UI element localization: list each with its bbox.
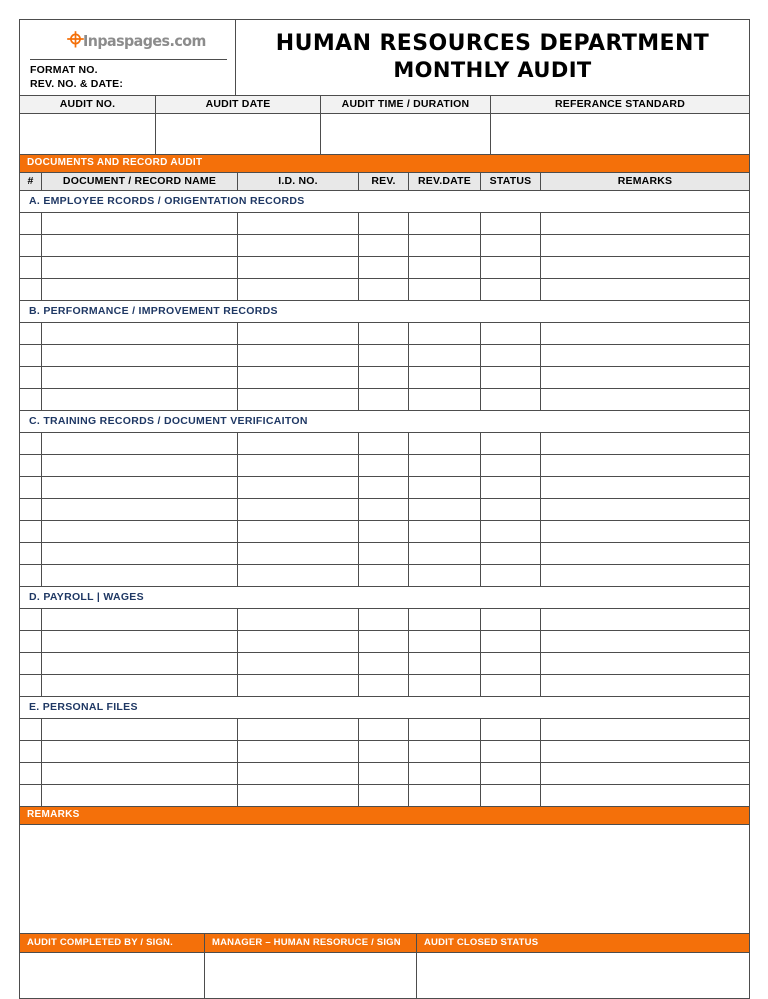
- table-cell-status[interactable]: [481, 213, 541, 234]
- table-cell-i-d-no[interactable]: [238, 433, 359, 454]
- footer-value-row: [20, 953, 749, 998]
- table-cell-[interactable]: [20, 455, 42, 476]
- table-cell-status[interactable]: [481, 279, 541, 300]
- table-cell-status[interactable]: [481, 323, 541, 344]
- table-cell-rev[interactable]: [359, 631, 409, 652]
- table-cell-document-record-name[interactable]: [42, 763, 238, 784]
- manager-hr-sign-header: MANAGER – HUMAN RESORUCE / SIGN: [205, 934, 417, 952]
- table-cell-remarks[interactable]: [541, 675, 749, 696]
- table-cell-status[interactable]: [481, 565, 541, 586]
- table-cell-i-d-no[interactable]: [238, 477, 359, 498]
- section-label: A. EMPLOYEE RCORDS / ORIGENTATION RECORDS: [20, 191, 749, 213]
- table-cell-document-record-name[interactable]: [42, 543, 238, 564]
- table-row: [20, 785, 749, 807]
- table-cell-remarks[interactable]: [541, 521, 749, 542]
- table-cell-status[interactable]: [481, 763, 541, 784]
- table-cell-status[interactable]: [481, 521, 541, 542]
- table-cell-status[interactable]: [481, 785, 541, 806]
- table-cell-[interactable]: [20, 609, 42, 630]
- table-row: [20, 499, 749, 521]
- table-cell-rev-date[interactable]: [409, 785, 481, 806]
- table-cell-rev[interactable]: [359, 653, 409, 674]
- table-cell-rev[interactable]: [359, 675, 409, 696]
- table-cell-remarks[interactable]: [541, 367, 749, 388]
- table-cell-status[interactable]: [481, 433, 541, 454]
- table-cell-rev-date[interactable]: [409, 235, 481, 256]
- col-header-number: #: [20, 173, 42, 190]
- table-row: [20, 543, 749, 565]
- table-row: [20, 631, 749, 653]
- table-cell-i-d-no[interactable]: [238, 653, 359, 674]
- table-row: [20, 257, 749, 279]
- table-cell-[interactable]: [20, 433, 42, 454]
- table-cell-[interactable]: [20, 345, 42, 366]
- table-cell-rev-date[interactable]: [409, 279, 481, 300]
- footer-header-row: [20, 934, 749, 953]
- table-cell-remarks[interactable]: [541, 631, 749, 652]
- table-cell-rev-date[interactable]: [409, 565, 481, 586]
- table-cell-[interactable]: [20, 543, 42, 564]
- table-cell-status[interactable]: [481, 257, 541, 278]
- table-cell-status[interactable]: [481, 345, 541, 366]
- table-cell-i-d-no[interactable]: [238, 213, 359, 234]
- table-cell-document-record-name[interactable]: [42, 213, 238, 234]
- audit-no-field[interactable]: [20, 114, 156, 154]
- table-cell-rev[interactable]: [359, 477, 409, 498]
- table-cell-document-record-name[interactable]: [42, 455, 238, 476]
- table-cell-document-record-name[interactable]: [42, 433, 238, 454]
- table-row: [20, 279, 749, 301]
- table-cell-status[interactable]: [481, 719, 541, 740]
- table-cell-document-record-name[interactable]: [42, 565, 238, 586]
- table-cell-remarks[interactable]: [541, 653, 749, 674]
- form-title-block: [20, 20, 749, 96]
- table-cell-i-d-no[interactable]: [238, 345, 359, 366]
- page-title-line2: MONTHLY AUDIT: [393, 57, 592, 82]
- table-cell-document-record-name[interactable]: [42, 521, 238, 542]
- table-row: [20, 477, 749, 499]
- table-cell-remarks[interactable]: [541, 213, 749, 234]
- table-cell-rev-date[interactable]: [409, 455, 481, 476]
- table-cell-rev-date[interactable]: [409, 323, 481, 344]
- table-cell-document-record-name[interactable]: [42, 477, 238, 498]
- table-cell-rev[interactable]: [359, 609, 409, 630]
- table-cell-i-d-no[interactable]: [238, 499, 359, 520]
- table-cell-rev-date[interactable]: [409, 499, 481, 520]
- table-cell-remarks[interactable]: [541, 257, 749, 278]
- table-cell-[interactable]: [20, 499, 42, 520]
- table-cell-status[interactable]: [481, 389, 541, 410]
- section-label: D. PAYROLL | WAGES: [20, 587, 749, 609]
- table-row: [20, 345, 749, 367]
- table-cell-document-record-name[interactable]: [42, 323, 238, 344]
- table-cell-status[interactable]: [481, 477, 541, 498]
- table-cell-[interactable]: [20, 653, 42, 674]
- table-cell-[interactable]: [20, 367, 42, 388]
- table-cell-rev[interactable]: [359, 543, 409, 564]
- format-no-label: FORMAT NO.: [30, 64, 98, 76]
- table-cell-i-d-no[interactable]: [238, 521, 359, 542]
- table-cell-i-d-no[interactable]: [238, 235, 359, 256]
- table-cell-rev[interactable]: [359, 345, 409, 366]
- table-cell-[interactable]: [20, 213, 42, 234]
- table-cell-remarks[interactable]: [541, 763, 749, 784]
- table-cell-document-record-name[interactable]: [42, 719, 238, 740]
- table-cell-i-d-no[interactable]: [238, 719, 359, 740]
- table-cell-rev-date[interactable]: [409, 653, 481, 674]
- table-cell-remarks[interactable]: [541, 741, 749, 762]
- table-row: [20, 741, 749, 763]
- form-identification-cell: [20, 20, 236, 95]
- table-cell-rev-date[interactable]: [409, 477, 481, 498]
- table-row: [20, 235, 749, 257]
- table-cell-rev[interactable]: [359, 741, 409, 762]
- table-cell-i-d-no[interactable]: [238, 785, 359, 806]
- table-cell-rev-date[interactable]: [409, 631, 481, 652]
- table-row: [20, 367, 749, 389]
- table-cell-[interactable]: [20, 521, 42, 542]
- table-cell-remarks[interactable]: [541, 389, 749, 410]
- table-cell-document-record-name[interactable]: [42, 235, 238, 256]
- table-cell-[interactable]: [20, 235, 42, 256]
- table-cell-rev-date[interactable]: [409, 543, 481, 564]
- section-label: C. TRAINING RECORDS / DOCUMENT VERIFICAITON: [20, 411, 749, 433]
- manager-hr-sign-field[interactable]: [205, 953, 417, 998]
- table-cell-status[interactable]: [481, 653, 541, 674]
- table-cell-rev[interactable]: [359, 323, 409, 344]
- table-cell-rev[interactable]: [359, 565, 409, 586]
- table-cell-document-record-name[interactable]: [42, 785, 238, 806]
- audit-closed-status-header: AUDIT CLOSED STATUS: [417, 934, 749, 952]
- table-cell-rev[interactable]: [359, 785, 409, 806]
- table-cell-document-record-name[interactable]: [42, 631, 238, 652]
- table-cell-i-d-no[interactable]: [238, 631, 359, 652]
- audit-form-page: [19, 19, 750, 999]
- remarks-field[interactable]: [20, 825, 749, 934]
- audit-time-duration-field[interactable]: [321, 114, 491, 154]
- table-cell-remarks[interactable]: [541, 455, 749, 476]
- table-cell-status[interactable]: [481, 235, 541, 256]
- table-row: [20, 675, 749, 697]
- table-cell-rev[interactable]: [359, 279, 409, 300]
- col-header-status: STATUS: [481, 173, 541, 190]
- table-cell-i-d-no[interactable]: [238, 323, 359, 344]
- table-cell-i-d-no[interactable]: [238, 741, 359, 762]
- company-logo: [20, 20, 235, 59]
- table-cell-rev-date[interactable]: [409, 741, 481, 762]
- table-cell-[interactable]: [20, 477, 42, 498]
- table-cell-remarks[interactable]: [541, 609, 749, 630]
- table-cell-i-d-no[interactable]: [238, 543, 359, 564]
- table-cell-rev-date[interactable]: [409, 389, 481, 410]
- table-cell-remarks[interactable]: [541, 543, 749, 564]
- documents-table-header-row: [20, 173, 749, 191]
- table-cell-[interactable]: [20, 389, 42, 410]
- table-cell-[interactable]: [20, 631, 42, 652]
- table-cell-rev[interactable]: [359, 433, 409, 454]
- table-cell-i-d-no[interactable]: [238, 367, 359, 388]
- audit-date-header: AUDIT DATE: [156, 96, 321, 113]
- table-cell-status[interactable]: [481, 543, 541, 564]
- table-cell-remarks[interactable]: [541, 345, 749, 366]
- table-row: [20, 565, 749, 587]
- table-cell-document-record-name[interactable]: [42, 279, 238, 300]
- table-cell-i-d-no[interactable]: [238, 763, 359, 784]
- rev-no-date-label: REV. NO. & DATE:: [30, 78, 124, 90]
- table-cell-[interactable]: [20, 323, 42, 344]
- documents-audit-banner: DOCUMENTS AND RECORD AUDIT: [20, 155, 749, 173]
- table-cell-status[interactable]: [481, 499, 541, 520]
- table-row: [20, 455, 749, 477]
- audit-info-value-row: [20, 114, 749, 155]
- table-cell-[interactable]: [20, 785, 42, 806]
- table-cell-remarks[interactable]: [541, 323, 749, 344]
- table-cell-remarks[interactable]: [541, 785, 749, 806]
- table-cell-[interactable]: [20, 257, 42, 278]
- table-cell-rev-date[interactable]: [409, 521, 481, 542]
- table-row: [20, 433, 749, 455]
- table-cell-rev[interactable]: [359, 763, 409, 784]
- table-cell-document-record-name[interactable]: [42, 609, 238, 630]
- table-cell-rev-date[interactable]: [409, 257, 481, 278]
- table-cell-i-d-no[interactable]: [238, 257, 359, 278]
- table-cell-i-d-no[interactable]: [238, 565, 359, 586]
- table-cell-rev[interactable]: [359, 455, 409, 476]
- table-cell-document-record-name[interactable]: [42, 389, 238, 410]
- table-cell-status[interactable]: [481, 609, 541, 630]
- audit-completed-by-field[interactable]: [20, 953, 205, 998]
- table-cell-remarks[interactable]: [541, 477, 749, 498]
- table-cell-remarks[interactable]: [541, 565, 749, 586]
- col-header-doc-name: DOCUMENT / RECORD NAME: [42, 173, 238, 190]
- page-title: [236, 20, 749, 95]
- table-cell-i-d-no[interactable]: [238, 455, 359, 476]
- table-cell-[interactable]: [20, 565, 42, 586]
- referance-standard-header: REFERANCE STANDARD: [491, 96, 749, 113]
- table-row: [20, 389, 749, 411]
- table-cell-document-record-name[interactable]: [42, 367, 238, 388]
- table-cell-i-d-no[interactable]: [238, 389, 359, 410]
- section-label: E. PERSONAL FILES: [20, 697, 749, 719]
- table-cell-rev-date[interactable]: [409, 763, 481, 784]
- col-header-rev: REV.: [359, 173, 409, 190]
- table-cell-rev[interactable]: [359, 719, 409, 740]
- section-label: B. PERFORMANCE / IMPROVEMENT RECORDS: [20, 301, 749, 323]
- table-cell-rev-date[interactable]: [409, 433, 481, 454]
- table-cell-remarks[interactable]: [541, 235, 749, 256]
- remarks-banner: REMARKS: [20, 807, 749, 825]
- table-cell-remarks[interactable]: [541, 499, 749, 520]
- audit-info-header-row: [20, 96, 749, 114]
- table-cell-document-record-name[interactable]: [42, 257, 238, 278]
- table-cell-document-record-name[interactable]: [42, 741, 238, 762]
- table-cell-remarks[interactable]: [541, 719, 749, 740]
- audit-no-header: AUDIT NO.: [20, 96, 156, 113]
- table-cell-rev[interactable]: [359, 235, 409, 256]
- audit-time-duration-header: AUDIT TIME / DURATION: [321, 96, 491, 113]
- table-cell-document-record-name[interactable]: [42, 653, 238, 674]
- table-row: [20, 323, 749, 345]
- table-cell-[interactable]: [20, 763, 42, 784]
- table-cell-i-d-no[interactable]: [238, 675, 359, 696]
- table-cell-document-record-name[interactable]: [42, 345, 238, 366]
- table-cell-rev[interactable]: [359, 521, 409, 542]
- table-cell-rev-date[interactable]: [409, 345, 481, 366]
- table-cell-rev-date[interactable]: [409, 719, 481, 740]
- table-cell-status[interactable]: [481, 455, 541, 476]
- col-header-id-no: I.D. NO.: [238, 173, 359, 190]
- table-cell-rev[interactable]: [359, 389, 409, 410]
- documents-table-body: [20, 191, 749, 807]
- audit-date-field[interactable]: [156, 114, 321, 154]
- table-cell-status[interactable]: [481, 367, 541, 388]
- table-cell-[interactable]: [20, 719, 42, 740]
- table-cell-rev[interactable]: [359, 499, 409, 520]
- table-row: [20, 653, 749, 675]
- table-cell-document-record-name[interactable]: [42, 499, 238, 520]
- table-cell-status[interactable]: [481, 631, 541, 652]
- col-header-remarks: REMARKS: [541, 173, 749, 190]
- table-cell-[interactable]: [20, 279, 42, 300]
- table-cell-rev-date[interactable]: [409, 367, 481, 388]
- table-cell-remarks[interactable]: [541, 279, 749, 300]
- table-cell-status[interactable]: [481, 675, 541, 696]
- table-row: [20, 213, 749, 235]
- table-cell-rev[interactable]: [359, 257, 409, 278]
- page-title-line1: HUMAN RESOURCES DEPARTMENT: [275, 30, 710, 56]
- table-row: [20, 521, 749, 543]
- table-cell-rev-date[interactable]: [409, 609, 481, 630]
- table-row: [20, 763, 749, 785]
- table-cell-rev[interactable]: [359, 367, 409, 388]
- table-row: [20, 609, 749, 631]
- company-logo-text: Inpaspages.com: [82, 32, 206, 50]
- audit-completed-by-header: AUDIT COMPLETED BY / SIGN.: [20, 934, 205, 952]
- table-cell-rev-date[interactable]: [409, 213, 481, 234]
- audit-closed-status-field[interactable]: [417, 953, 749, 998]
- table-cell-[interactable]: [20, 741, 42, 762]
- table-cell-rev-date[interactable]: [409, 675, 481, 696]
- table-cell-i-d-no[interactable]: [238, 609, 359, 630]
- referance-standard-field[interactable]: [491, 114, 749, 154]
- table-row: [20, 719, 749, 741]
- table-cell-[interactable]: [20, 675, 42, 696]
- table-cell-status[interactable]: [481, 741, 541, 762]
- table-cell-rev[interactable]: [359, 213, 409, 234]
- col-header-rev-date: REV.DATE: [409, 173, 481, 190]
- table-cell-i-d-no[interactable]: [238, 279, 359, 300]
- table-cell-remarks[interactable]: [541, 433, 749, 454]
- table-cell-document-record-name[interactable]: [42, 675, 238, 696]
